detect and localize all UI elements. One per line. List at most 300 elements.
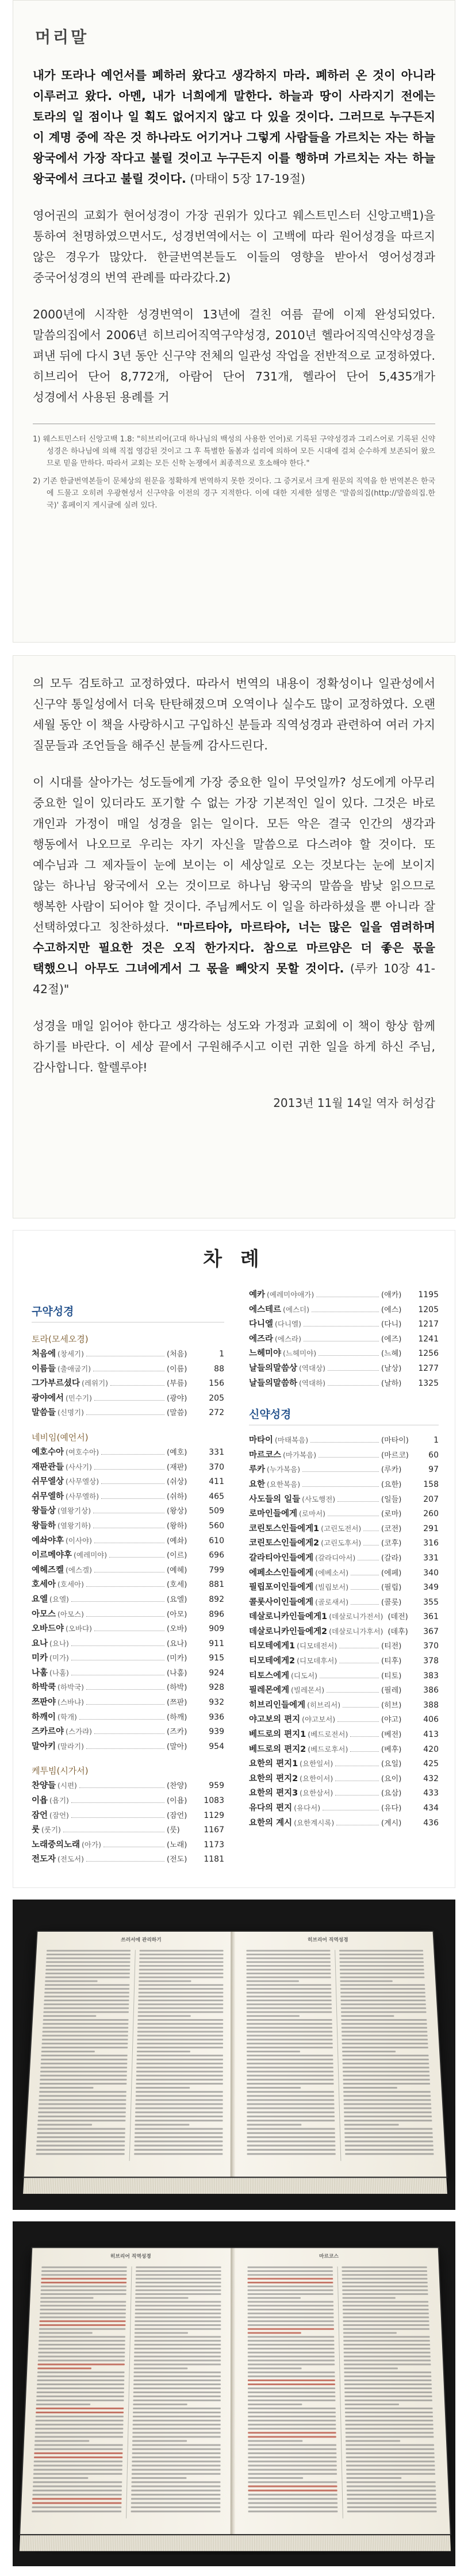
text-line — [248, 2301, 333, 2302]
toc-book-abbr: (처음) — [167, 1350, 187, 1359]
toc-entry — [32, 1809, 224, 1824]
toc-page-number: 959 — [209, 1781, 224, 1791]
text-line — [247, 2099, 334, 2101]
text-line — [135, 2320, 221, 2322]
text-line — [248, 2473, 337, 2475]
text-line — [136, 2083, 223, 2085]
toc-leader-dots — [101, 1454, 164, 1455]
text-line — [247, 2039, 333, 2040]
text-line — [45, 1981, 97, 1982]
text-line — [342, 2039, 428, 2040]
text-line — [247, 2136, 335, 2138]
toc-book-abbr: (이욥) — [167, 1797, 187, 1806]
toc-book-name: 왕들상 — [32, 1506, 56, 1516]
toc-leader-dots — [79, 1787, 164, 1788]
preface-quote-text: 내가 또라나 예언서를 폐하러 왔다고 생각하지 마라. 폐하러 온 것이 아니라 이루러고 왔다. 아멘, 내가 너희에게 말한다. 하늘과 땅이 사라지기 전에는 토라의 일 점이나 일 획도 없어지지 않고 다 있을 것이다. 그러므로 누구든지 이 계명 중에 작은 것 하나라도 어기거나 그렇게 사람들을 가르치는 자는 하늘 왕국에서 가장 작다고 불릴 것이고 누구든지 이를 행하며 가르치는 자는 하늘 왕국에서 크다고 불릴 것이다. — [33, 68, 435, 186]
text-line — [133, 2375, 221, 2377]
toc-entry — [249, 1566, 439, 1581]
toc-book-name: 로마인들에게 — [249, 1509, 298, 1519]
toc-book-abbr: (필레) — [381, 1686, 402, 1695]
toc-book-name: 잠언 — [32, 1810, 48, 1820]
toc-book-abbr: (찬양) — [167, 1782, 187, 1791]
toc-page-number: 60 — [428, 1450, 439, 1460]
toc-page-number: 413 — [423, 1730, 439, 1740]
text-line — [343, 2324, 429, 2326]
toc-book-common-name: (데살로니가후서) — [329, 1627, 383, 1636]
toc-book-common-name: (마태복음) — [275, 1436, 309, 1445]
toc-leader-dots — [101, 1483, 164, 1484]
toc-book-common-name: (스가랴) — [66, 1727, 93, 1736]
toc-book-abbr: (일들) — [381, 1495, 402, 1504]
text-line — [40, 2071, 127, 2073]
toc-book-abbr: (부름) — [167, 1379, 187, 1389]
text-line — [346, 2469, 435, 2471]
text-line — [32, 2498, 122, 2500]
text-line — [131, 2485, 220, 2487]
text-line — [132, 2456, 220, 2458]
text-line — [247, 2274, 333, 2276]
text-line — [340, 1996, 425, 1997]
text-line — [139, 1961, 223, 1963]
toc-book-common-name: (열왕기상) — [57, 1506, 91, 1516]
toc-book-abbr: (광야) — [167, 1394, 187, 1403]
text-line — [343, 2071, 429, 2073]
toc-entry — [32, 1504, 224, 1519]
text-line — [248, 2420, 336, 2421]
text-line — [34, 2452, 122, 2454]
text-line — [344, 2371, 431, 2373]
toc-book-abbr: (코후) — [381, 1539, 402, 1548]
toc-leader-dots — [86, 1414, 164, 1415]
toc-book-name: 왕들하 — [32, 1521, 56, 1531]
toc-entry — [249, 1728, 439, 1743]
running-head-left: 쓰러서에 관리하기 — [120, 1937, 162, 1943]
toc-entry — [32, 1779, 224, 1794]
text-line — [44, 2008, 129, 2009]
preface-paragraph-6: 성경을 매일 읽어야 한다고 생각하는 성도와 가정과 교회에 이 책이 항상 함께 하기를 바란다. 이 세상 끝에서 구원해주시고 이런 귀한 일을 하게 하신 주님, 감사합니다. 할렐루야! — [33, 1019, 435, 1074]
toc-book-name: 즈카르야 — [32, 1727, 64, 1737]
toc-book-name: 예솨야후 — [32, 1536, 64, 1545]
text-line — [39, 2103, 126, 2105]
text-line — [343, 2305, 429, 2306]
text-line — [248, 2481, 337, 2483]
text-line — [132, 2448, 221, 2450]
text-line — [247, 2124, 301, 2125]
text-line — [343, 2316, 429, 2318]
text-line — [342, 2293, 428, 2295]
text-line — [139, 1965, 224, 1967]
text-column — [32, 2266, 127, 2512]
toc-page-number: 509 — [209, 1506, 224, 1516]
text-line — [138, 2000, 223, 2001]
toc-book-common-name: (디도서) — [291, 1671, 318, 1680]
toc-entry — [32, 1445, 224, 1460]
toc-book-common-name: (골로새서) — [315, 1597, 349, 1606]
text-line — [133, 2424, 221, 2425]
toc-book-common-name: (고린도후서) — [321, 1539, 362, 1548]
toc-book-common-name: (나훔) — [49, 1668, 69, 1677]
text-line — [343, 2297, 396, 2299]
text-line — [247, 2063, 333, 2064]
toc-page-number: 911 — [209, 1639, 224, 1648]
text-line — [343, 2063, 429, 2064]
text-line — [46, 1961, 131, 1963]
text-line — [134, 2363, 221, 2365]
text-line — [246, 1950, 330, 1952]
text-column — [134, 1950, 223, 2155]
text-line — [37, 2140, 125, 2142]
toc-book-common-name: (역대상) — [299, 1363, 326, 1372]
text-line — [132, 2428, 220, 2429]
toc-page-number: 331 — [423, 1553, 439, 1563]
toc-book-common-name: (하박국) — [57, 1683, 85, 1692]
toc-page-number: 434 — [423, 1804, 439, 1813]
toc-page-number: 156 — [209, 1379, 224, 1389]
toc-page-number: 560 — [209, 1521, 224, 1531]
text-line — [247, 1981, 299, 1982]
text-line — [39, 2336, 125, 2337]
toc-book-name: 필레몬에게 — [249, 1686, 290, 1695]
text-line — [33, 2481, 122, 2483]
text-line — [342, 2043, 428, 2044]
toc-book-name: 요엘 — [32, 1594, 48, 1604]
toc-leader-dots — [71, 1645, 164, 1646]
toc-entry — [249, 1625, 439, 1640]
toc-book-common-name: (요한삼서) — [300, 1789, 333, 1798]
text-line — [132, 2436, 221, 2437]
text-line — [131, 2510, 220, 2512]
text-line — [41, 2266, 126, 2268]
text-line — [247, 2031, 332, 2033]
text-line — [247, 2132, 335, 2134]
toc-entry — [249, 1595, 439, 1610]
text-line — [247, 1977, 331, 1978]
text-line — [37, 2392, 124, 2393]
toc-page-number: 896 — [209, 1609, 224, 1619]
toc-book-common-name: (요한계시록) — [294, 1818, 335, 1827]
text-line — [39, 2324, 125, 2326]
text-line — [247, 2128, 335, 2130]
toc-book-abbr: (하깨) — [167, 1713, 187, 1722]
text-line — [248, 2477, 303, 2479]
text-line — [135, 2136, 223, 2138]
text-line — [346, 2432, 434, 2433]
text-line — [339, 1950, 423, 1952]
text-line — [248, 2375, 335, 2377]
text-line — [137, 2019, 223, 2021]
text-line — [43, 2027, 128, 2029]
toc-book-abbr: (예솨) — [167, 1536, 187, 1545]
text-line — [341, 2019, 427, 2021]
text-line — [136, 2274, 221, 2276]
text-line — [340, 1977, 424, 1978]
text-line — [247, 2075, 333, 2077]
toc-entry — [32, 1823, 224, 1838]
toc-leader-dots — [328, 1385, 379, 1386]
text-line — [345, 2412, 433, 2413]
text-line — [36, 2412, 124, 2413]
toc-book-common-name: (요한복음) — [267, 1479, 301, 1489]
text-line — [139, 1992, 224, 1994]
toc-book-name: 티모테에게2 — [249, 1656, 296, 1666]
text-line — [248, 2436, 336, 2437]
text-line — [133, 2408, 221, 2409]
toc-book-abbr: (느헤) — [381, 1349, 402, 1359]
text-line — [346, 2436, 434, 2437]
toc-book-abbr: (미카) — [167, 1654, 187, 1663]
text-line — [134, 2348, 221, 2350]
text-line — [132, 2477, 187, 2479]
text-line — [137, 2055, 223, 2056]
text-line — [136, 2071, 223, 2073]
preface-paragraph-2: 영어권의 교회가 현어성경이 가장 권위가 있다고 웨스트민스터 신앙고백1)을 통하여 천명하였으면서도, 성경번역에서는 이 고백에 따라 원어성경을 따르지 않은 경우가 많았다. 한글번역본들도 이들의 영향을 받아서 영어성경과 중국어성경의 번역 관례를 따라갔다.2) — [33, 209, 435, 284]
text-line — [139, 1969, 224, 1971]
toc-book-abbr: (요나) — [167, 1639, 187, 1648]
text-line — [43, 2019, 129, 2021]
toc-book-name: 쉬무엘하 — [32, 1491, 64, 1501]
toc-book-common-name: (미가) — [49, 1654, 69, 1663]
text-line — [342, 2278, 428, 2279]
text-line — [135, 2132, 223, 2134]
toc-book-abbr: (요이) — [381, 1774, 402, 1783]
toc-book-name: 코린토스인들에게1 — [249, 1524, 320, 1533]
toc-leader-dots — [86, 1704, 164, 1705]
toc-book-abbr: (쉬상) — [167, 1478, 187, 1487]
toc-entry — [32, 1490, 224, 1505]
text-line — [248, 2297, 301, 2299]
text-line — [340, 1973, 424, 1974]
text-line — [346, 2456, 435, 2458]
text-line — [42, 2043, 128, 2044]
text-line — [248, 2469, 337, 2471]
toc-book-abbr: (왕하) — [167, 1521, 187, 1531]
toc-book-abbr: (나훔) — [167, 1668, 187, 1678]
text-line — [247, 2091, 334, 2093]
text-line — [139, 1984, 223, 1986]
toc-page-number: 465 — [209, 1491, 224, 1501]
toc-entry — [32, 1622, 224, 1637]
toc-page-number: 1181 — [204, 1855, 224, 1864]
text-line — [138, 2011, 223, 2013]
toc-entry — [32, 1666, 224, 1681]
toc-entry — [32, 1637, 224, 1652]
text-column — [36, 1950, 131, 2155]
toc-entry — [32, 1681, 224, 1695]
text-line — [347, 2485, 436, 2487]
toc-book-abbr: (히브) — [381, 1701, 402, 1710]
toc-book-name: 에즈라 — [249, 1334, 274, 1344]
toc-book-common-name: (민수기) — [66, 1393, 93, 1402]
toc-page-number: 1 — [219, 1349, 224, 1359]
toc-entry — [249, 1713, 439, 1728]
toc-entry — [249, 1669, 439, 1684]
text-line — [248, 2464, 336, 2466]
text-line — [137, 2043, 223, 2044]
toc-book-abbr: (말씀) — [167, 1409, 187, 1418]
text-line — [343, 2348, 430, 2350]
text-line — [248, 2460, 336, 2462]
text-line — [134, 2352, 221, 2354]
text-line — [133, 2379, 221, 2381]
toc-leader-dots — [351, 1589, 379, 1590]
toc-book-abbr: (날상) — [381, 1364, 402, 1373]
text-line — [248, 2424, 336, 2425]
toc-book-abbr: (예헤) — [167, 1566, 187, 1575]
text-line — [342, 2035, 428, 2036]
toc-book-common-name: (신명기) — [57, 1408, 85, 1417]
toc-page-number: 954 — [209, 1741, 224, 1751]
text-line — [43, 2023, 128, 2025]
toc-entry — [249, 1478, 439, 1493]
toc-page-number: 383 — [423, 1671, 439, 1681]
text-line — [38, 2363, 125, 2365]
text-line — [34, 2444, 123, 2446]
toc-page-number: 1167 — [204, 1825, 224, 1835]
toc-leader-dots — [86, 1586, 164, 1587]
text-line — [132, 2444, 221, 2446]
text-line — [131, 2490, 220, 2492]
text-line — [34, 2448, 123, 2450]
text-line — [343, 2083, 430, 2085]
toc-book-name: 이르메야후 — [32, 1551, 72, 1560]
toc-book-abbr: (다니) — [381, 1320, 402, 1329]
text-line — [134, 2356, 221, 2358]
toc-book-abbr: (왕상) — [167, 1507, 187, 1516]
text-line — [346, 2428, 434, 2429]
text-line — [344, 2120, 432, 2121]
text-line — [248, 2452, 336, 2454]
text-line — [346, 2440, 400, 2442]
toc-book-common-name: (누가복음) — [267, 1465, 301, 1474]
text-line — [247, 2270, 332, 2272]
toc-leader-dots — [319, 1457, 379, 1458]
text-line — [45, 1984, 129, 1986]
text-line — [343, 2328, 429, 2330]
text-line — [135, 2128, 223, 2130]
text-column — [131, 2266, 221, 2512]
toc-page-number: 386 — [423, 1686, 439, 1695]
text-line — [247, 1992, 332, 1994]
text-line — [342, 2274, 428, 2276]
toc-entry — [249, 1317, 439, 1332]
text-line — [132, 2469, 221, 2471]
text-line — [40, 2313, 126, 2314]
toc-leader-dots — [109, 1557, 164, 1558]
text-line — [47, 1950, 131, 1952]
text-line — [248, 2313, 334, 2314]
toc-entry — [249, 1683, 439, 1698]
text-line — [136, 2266, 221, 2268]
toc-page-number: 799 — [209, 1565, 224, 1575]
text-line — [343, 2079, 429, 2081]
text-line — [135, 2316, 221, 2318]
toc-entry — [249, 1332, 439, 1347]
left-page — [20, 2248, 235, 2534]
toc-book-name: 사도들의 일들 — [249, 1494, 301, 1504]
toc-book-name: 요한 — [249, 1479, 266, 1489]
toc-page-number: 1256 — [418, 1349, 439, 1359]
text-line — [135, 2140, 223, 2142]
toc-entry — [32, 1548, 224, 1563]
toc-book-name: 이름들 — [32, 1364, 56, 1374]
text-line — [344, 2128, 432, 2130]
toc-group-label: 네비임(예언서) — [32, 1432, 89, 1443]
toc-book-abbr: (베전) — [381, 1731, 402, 1740]
toc-book-name: 야고보의 편지 — [249, 1715, 301, 1725]
text-line — [132, 2464, 220, 2466]
text-line — [342, 2289, 428, 2291]
toc-entry — [249, 1757, 439, 1772]
toc-book-name: 필립포이인들에게 — [249, 1583, 314, 1593]
text-line — [134, 2360, 221, 2362]
toc-leader-dots — [79, 1719, 164, 1720]
toc-book-common-name: (호세아) — [57, 1580, 85, 1589]
toc-book-name: 티토스에게 — [249, 1671, 290, 1681]
toc-book-abbr: (쉬하) — [167, 1492, 187, 1501]
toc-page-number: 909 — [209, 1624, 224, 1634]
text-line — [340, 1984, 425, 1986]
text-line — [41, 2270, 127, 2272]
text-line — [132, 2452, 221, 2454]
text-line — [35, 2428, 123, 2429]
toc-leader-dots — [94, 1469, 164, 1470]
toc-group-label: 케투빔(시가서) — [32, 1766, 89, 1777]
toc-book-abbr: (필립) — [381, 1583, 402, 1593]
text-line — [135, 2289, 221, 2291]
toc-book-common-name: (출애굽기) — [57, 1364, 91, 1373]
text-line — [137, 2023, 223, 2025]
text-line — [246, 1954, 330, 1955]
text-line — [340, 1992, 425, 1994]
toc-book-name: 룻 — [32, 1825, 40, 1835]
text-line — [40, 2316, 126, 2318]
text-line — [248, 2502, 338, 2504]
toc-book-common-name: (창세기) — [57, 1349, 85, 1358]
toc-book-abbr: (계시) — [381, 1818, 402, 1828]
text-line — [343, 2340, 430, 2342]
toc-book-abbr: (유다) — [381, 1804, 402, 1813]
toc-entry — [249, 1362, 439, 1377]
right-page — [235, 1932, 446, 2177]
preface-page-2 — [13, 655, 455, 1218]
toc-page-number: 370 — [423, 1641, 439, 1651]
toc-leader-dots — [302, 1486, 379, 1487]
text-line — [248, 2282, 333, 2283]
toc-book-common-name: (야고보서) — [302, 1715, 336, 1724]
toc-leader-dots — [86, 1748, 164, 1749]
text-line — [41, 2289, 126, 2291]
toc-entry — [249, 1698, 439, 1713]
toc-book-name: 마타이 — [249, 1436, 274, 1445]
toc-book-abbr: (요삼) — [381, 1789, 402, 1798]
toc-book-abbr: (룻) — [167, 1826, 180, 1835]
toc-page-number: 1083 — [204, 1796, 224, 1806]
toc-page-number: 378 — [423, 1656, 439, 1666]
toc-entry — [249, 1463, 439, 1478]
toc-book-common-name: (에스라) — [275, 1334, 302, 1343]
text-line — [248, 2400, 335, 2401]
text-line — [41, 2059, 128, 2060]
text-line — [247, 2000, 332, 2001]
preface-p5-ref: (루카 10장 41-42절)" — [33, 962, 435, 996]
text-line — [345, 2140, 434, 2142]
text-line — [346, 2473, 435, 2475]
toc-book-common-name: (예레미야) — [74, 1551, 108, 1560]
toc-leader-dots — [337, 1501, 379, 1502]
text-line — [248, 2444, 336, 2446]
text-line — [248, 2309, 334, 2310]
toc-entry — [32, 1475, 224, 1490]
